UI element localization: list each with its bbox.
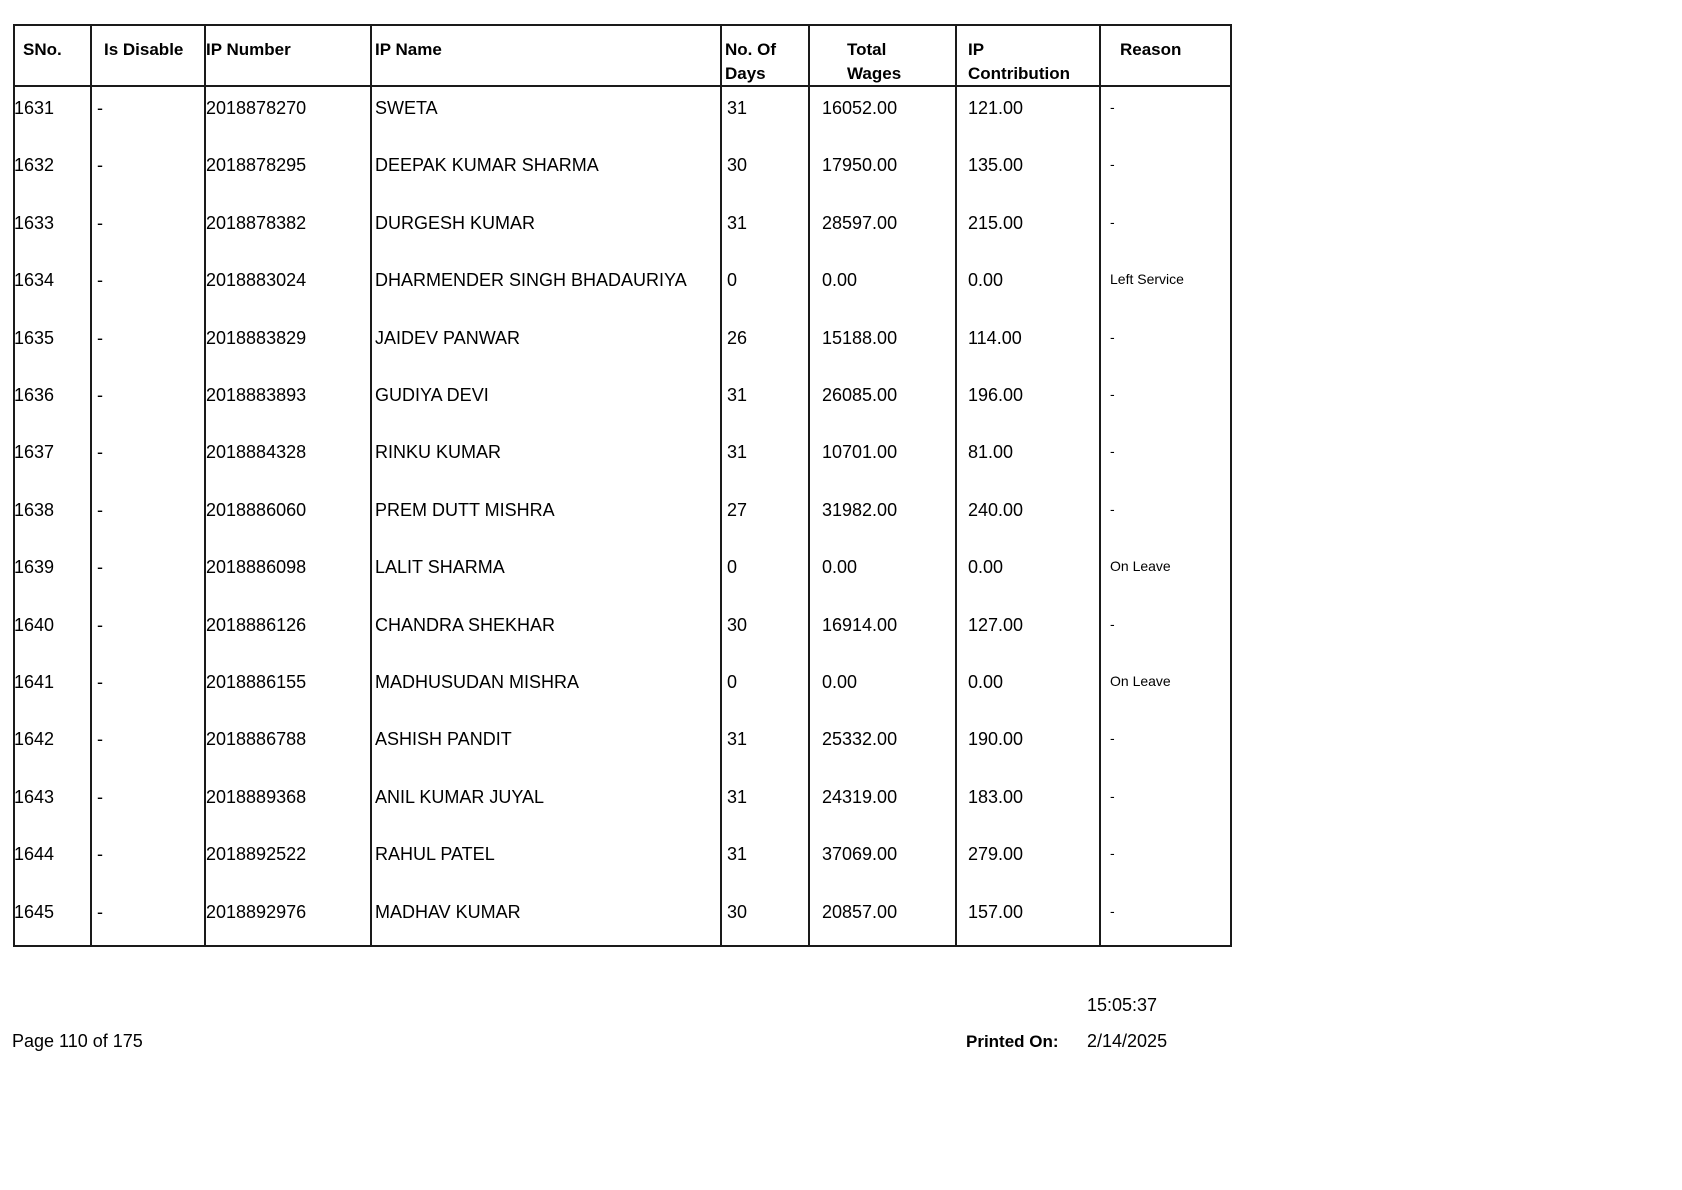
cell-contribution: 127.00 [968, 614, 1024, 635]
cell-days: 30 [727, 901, 748, 922]
cell-ip-name: RAHUL PATEL [375, 844, 495, 865]
table-row [15, 604, 1230, 661]
cell-ip-number: 2018892522 [206, 844, 307, 865]
cell-reason: On Leave [1110, 673, 1171, 689]
cell-is-disable: - [97, 901, 103, 922]
cell-is-disable: - [97, 499, 103, 520]
printed-date: 2/14/2025 [1087, 1031, 1168, 1051]
cell-days: 27 [727, 499, 748, 520]
table-row [15, 259, 1230, 316]
table-row [15, 546, 1230, 603]
header-ip-number: IP Number [206, 40, 291, 59]
header-total-wages [847, 38, 901, 86]
table-row [15, 374, 1230, 431]
header-is-disable: Is Disable [104, 40, 184, 59]
cell-is-disable: - [97, 729, 103, 750]
cell-ip-number: 2018886155 [206, 672, 307, 692]
header-ip-name: IP Name [375, 40, 442, 59]
cell-sno: 1641 [14, 672, 55, 692]
table-row [15, 776, 1230, 833]
cell-wages: 24319.00 [822, 786, 898, 807]
cell-ip-name: GUDIYA DEVI [375, 385, 489, 405]
cell-wages: 20857.00 [822, 901, 898, 922]
table-row [15, 87, 1230, 144]
cell-is-disable: - [97, 270, 103, 291]
table-row [15, 202, 1230, 259]
header-ip-contribution [968, 38, 1070, 86]
cell-ip-name: ASHISH PANDIT [375, 729, 512, 750]
cell-contribution: 190.00 [968, 729, 1024, 750]
header-total-wages-line2: Wages [847, 64, 902, 83]
cell-ip-number: 2018889368 [206, 786, 307, 807]
cell-reason: - [1110, 386, 1115, 402]
cell-contribution: 0.00 [968, 672, 1004, 692]
cell-ip-name: DURGESH KUMAR [375, 212, 536, 233]
cell-wages: 26085.00 [822, 385, 898, 405]
cell-days: 26 [727, 327, 748, 348]
cell-wages: 15188.00 [822, 327, 898, 348]
cell-reason: - [1110, 902, 1115, 919]
header-no-of-days-line2: Days [725, 64, 766, 83]
header-ip-contribution-line1: IP [968, 40, 985, 59]
cell-sno: 1635 [14, 327, 55, 348]
cell-is-disable: - [97, 327, 103, 348]
cell-contribution: 81.00 [968, 442, 1014, 463]
cell-reason: - [1110, 156, 1115, 173]
cell-days: 31 [727, 212, 748, 233]
cell-days: 31 [727, 98, 748, 118]
cell-ip-number: 2018883893 [206, 385, 307, 405]
cell-reason: On Leave [1110, 558, 1171, 575]
cell-is-disable: - [97, 155, 103, 176]
cell-reason: - [1110, 787, 1115, 804]
cell-days: 0 [727, 270, 738, 291]
cell-days: 31 [727, 385, 748, 405]
printed-time: 15:05:37 [1087, 995, 1158, 1015]
cell-ip-name: MADHAV KUMAR [375, 901, 521, 922]
cell-sno: 1643 [14, 786, 55, 807]
cell-sno: 1639 [14, 557, 55, 578]
cell-ip-number: 2018883024 [206, 270, 307, 291]
cell-sno: 1632 [14, 155, 55, 176]
cell-ip-name: PREM DUTT MISHRA [375, 499, 555, 520]
cell-is-disable: - [97, 844, 103, 865]
cell-reason: - [1110, 500, 1115, 517]
cell-days: 30 [727, 155, 748, 176]
cell-is-disable: - [97, 786, 103, 807]
cell-wages: 25332.00 [822, 729, 898, 750]
cell-wages: 17950.00 [822, 155, 898, 176]
cell-days: 31 [727, 786, 748, 807]
cell-days: 30 [727, 614, 748, 635]
cell-ip-name: DHARMENDER SINGH BHADAURIYA [375, 270, 687, 291]
cell-ip-number: 2018878295 [206, 155, 307, 176]
cell-ip-number: 2018886098 [206, 557, 307, 578]
cell-sno: 1631 [14, 98, 55, 118]
table-row [15, 317, 1230, 374]
table-row [15, 431, 1230, 488]
cell-is-disable: - [97, 442, 103, 463]
cell-sno: 1642 [14, 729, 55, 750]
header-total-wages-line1: Total [847, 40, 887, 59]
cell-days: 31 [727, 729, 748, 750]
cell-is-disable: - [97, 557, 103, 578]
cell-ip-name: SWETA [375, 98, 438, 118]
cell-ip-number: 2018884328 [206, 442, 307, 463]
cell-sno: 1640 [14, 614, 55, 635]
page-number: Page 110 of 175 [12, 1031, 143, 1051]
cell-is-disable: - [97, 385, 103, 405]
cell-wages: 10701.00 [822, 442, 898, 463]
cell-is-disable: - [97, 98, 103, 118]
table-row [15, 833, 1230, 890]
cell-reason: - [1110, 730, 1115, 747]
cell-ip-name: ANIL KUMAR JUYAL [375, 786, 545, 807]
cell-ip-number: 2018886126 [206, 614, 307, 635]
cell-is-disable: - [97, 672, 103, 692]
cell-wages: 31982.00 [822, 499, 898, 520]
cell-contribution: 114.00 [968, 327, 1022, 348]
cell-reason: - [1110, 443, 1115, 460]
cell-ip-name: DEEPAK KUMAR SHARMA [375, 155, 599, 176]
cell-sno: 1633 [14, 212, 55, 233]
header-sno: SNo. [23, 40, 62, 59]
cell-wages: 16052.00 [822, 98, 898, 118]
cell-ip-number: 2018886788 [206, 729, 307, 750]
cell-contribution: 240.00 [968, 499, 1024, 520]
cell-days: 0 [727, 672, 738, 692]
cell-ip-number: 2018892976 [206, 901, 307, 922]
header-no-of-days-line1: No. Of [725, 40, 776, 59]
report-table [13, 24, 1232, 947]
cell-ip-number: 2018886060 [206, 499, 307, 520]
cell-contribution: 0.00 [968, 270, 1004, 291]
header-ip-contribution-line2: Contribution [968, 64, 1070, 83]
cell-sno: 1645 [14, 901, 55, 922]
cell-ip-name: CHANDRA SHEKHAR [375, 614, 556, 635]
cell-reason: - [1110, 99, 1115, 115]
table-row [15, 489, 1230, 546]
header-reason: Reason [1120, 40, 1182, 59]
cell-ip-number: 2018878382 [206, 212, 307, 233]
cell-contribution: 121.00 [968, 98, 1024, 118]
cell-ip-name: LALIT SHARMA [375, 557, 505, 578]
cell-reason: - [1110, 615, 1115, 632]
cell-contribution: 135.00 [968, 155, 1024, 176]
cell-wages: 0.00 [822, 672, 858, 692]
cell-ip-name: JAIDEV PANWAR [375, 327, 521, 348]
cell-contribution: 183.00 [968, 786, 1024, 807]
cell-is-disable: - [97, 614, 103, 635]
cell-contribution: 215.00 [968, 212, 1024, 233]
cell-sno: 1638 [14, 499, 55, 520]
cell-reason: - [1110, 845, 1115, 862]
cell-wages: 16914.00 [822, 614, 898, 635]
cell-reason: Left Service [1110, 271, 1184, 288]
table-row [15, 891, 1230, 948]
cell-wages: 0.00 [822, 557, 858, 578]
table-row [15, 144, 1230, 201]
table-row [15, 718, 1230, 775]
cell-reason: - [1110, 213, 1115, 230]
cell-sno: 1636 [14, 385, 55, 405]
cell-days: 31 [727, 442, 748, 463]
cell-sno: 1637 [14, 442, 55, 463]
cell-wages: 28597.00 [822, 212, 898, 233]
table-row [15, 661, 1230, 718]
cell-days: 0 [727, 557, 738, 578]
cell-contribution: 157.00 [968, 901, 1024, 922]
cell-contribution: 0.00 [968, 557, 1004, 578]
printed-on-label: Printed On: [966, 1032, 1059, 1051]
cell-wages: 0.00 [822, 270, 858, 291]
cell-reason: - [1110, 328, 1115, 345]
cell-contribution: 279.00 [968, 844, 1024, 865]
cell-ip-number: 2018878270 [206, 98, 307, 118]
cell-ip-name: RINKU KUMAR [375, 442, 502, 463]
cell-days: 31 [727, 844, 748, 865]
cell-is-disable: - [97, 212, 103, 233]
cell-wages: 37069.00 [822, 844, 898, 865]
cell-sno: 1644 [14, 844, 55, 865]
cell-ip-number: 2018883829 [206, 327, 307, 348]
cell-sno: 1634 [14, 270, 55, 291]
cell-ip-name: MADHUSUDAN MISHRA [375, 672, 580, 692]
header-no-of-days [725, 38, 776, 86]
cell-contribution: 196.00 [968, 385, 1024, 405]
